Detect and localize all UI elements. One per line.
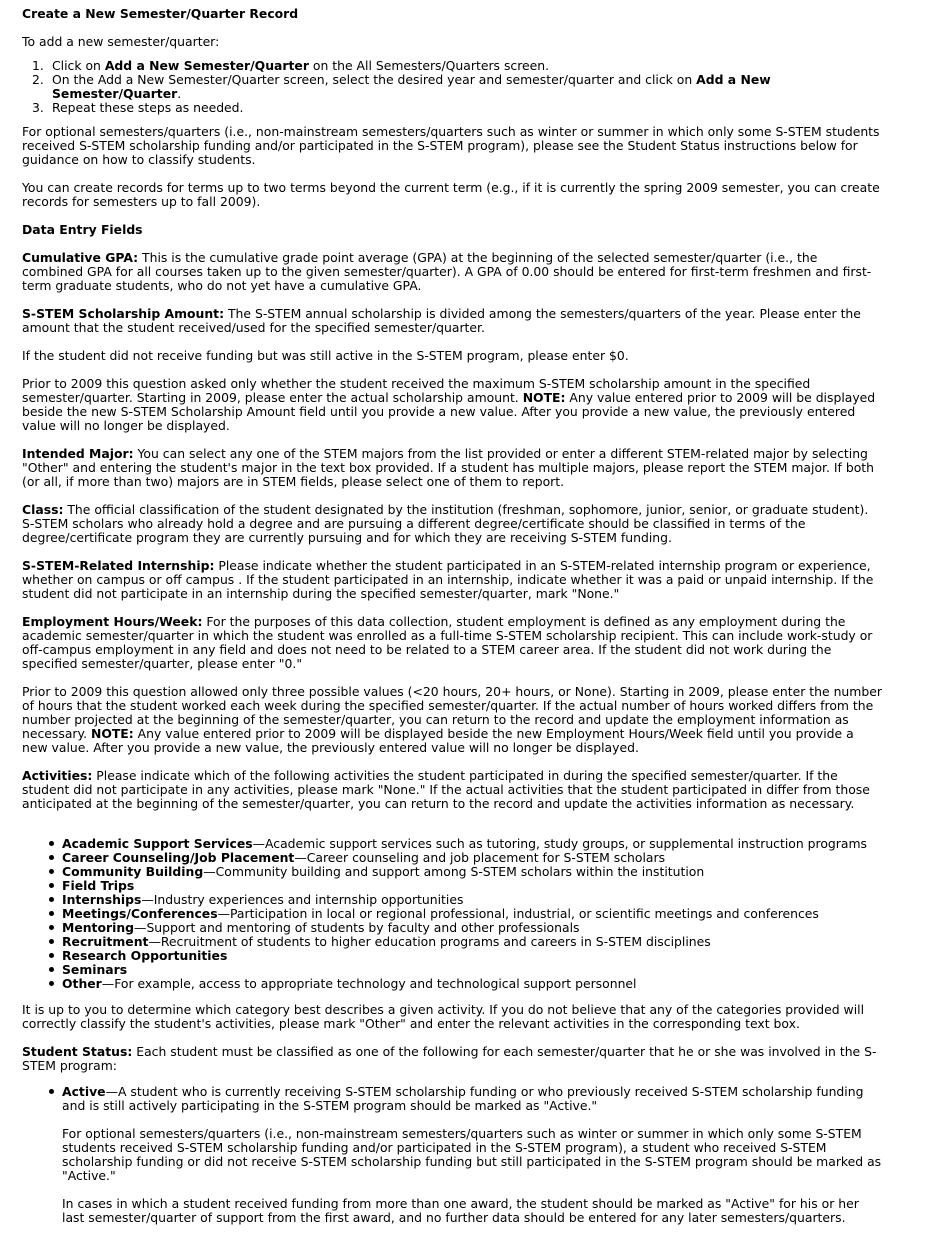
list-item: Meetings/Conferences—Participation in local or regional professional, industrial, or scientific meetings and conferences xyxy=(62,906,819,921)
field-label: Employment Hours/Week: xyxy=(22,614,203,629)
step-emphasis: Add a New Semester/Quarter xyxy=(104,58,309,73)
bullet-icon xyxy=(48,907,56,915)
status-active-optional-note: For optional semesters/quarters (i.e., non-mainstream semesters/quarters such as winter or summer in which only some S-STEM students received S-STEM scholarship funding and/or participated in the S-STEM program), a student who received S-STEM scholarship funding or did not receive S-STEM scholarship funding but still participated in the S-STEM program should be marked as "Active." xyxy=(62,1126,882,1183)
terms-note: You can create records for terms up to two terms beyond the current term (e.g., if it is currently the spring 2009 semester, you can create records for semesters up to fall 2009). xyxy=(22,180,880,209)
item-name: Community Building xyxy=(62,864,204,879)
bullet-icon xyxy=(48,879,56,887)
intro-text: To add a new semester/quarter: xyxy=(22,34,220,49)
item-name: Research Opportunities xyxy=(62,948,228,963)
field-scholarship-amount: S-STEM Scholarship Amount: The S-STEM annual scholarship is divided among the semesters/quarters of the year. Please enter the amount that the student received/used for the specified semester/quarter. xyxy=(22,306,861,335)
field-label: Student Status: xyxy=(22,1044,133,1059)
page-title: Create a New Semester/Quarter Record xyxy=(22,6,299,21)
list-item: Other—For example, access to appropriate technology and technological support personnel xyxy=(62,976,637,991)
field-label: Intended Major: xyxy=(22,446,134,461)
status-active-item: Active—A student who is currently receiving S-STEM scholarship funding or who previously received S-STEM scholarship funding and is still actively participating in the S-STEM program should be marked as "Active." xyxy=(62,1084,864,1113)
list-item xyxy=(62,949,882,963)
scholarship-zero-note: If the student did not receive funding but was still active in the S-STEM program, please enter $0. xyxy=(22,348,629,363)
bullet-icon xyxy=(48,837,56,845)
field-gpa: Cumulative GPA: This is the cumulative grade point average (GPA) at the beginning of the selected semester/quarter (i.e., the combined GPA for all courses taken up to the given semester/quarter). A GPA of 0.00 should be entered for first-term freshmen and first-term graduate students, who do not yet have a cumulative GPA. xyxy=(22,250,872,293)
field-intended-major: Intended Major: You can select any one of the STEM majors from the list provided or enter a different STEM-related major by selecting "Other" and entering the student's major in the text box provided. If a student has multiple majors, please report the STEM major. If both (or all, if more than two) majors are in STEM fields, please select one of them to report. xyxy=(22,446,874,489)
field-label: Class: xyxy=(22,502,64,517)
field-activities: Activities: Please indicate which of the following activities the student participated in during the specified semester/quarter. If the student did not participate in any activities, please mark "None." If the actual activities that the student participated in differ from those anticipated at the beginning of the semester/quarter, you can return to the record and update the activities information as necessary. xyxy=(22,768,870,811)
status-active-multi-award-note: In cases in which a student received funding from more than one award, the student should be marked as "Active" for his or her last semester/quarter of support from the first award, and no further data should be entered for any later semesters/quarters. xyxy=(62,1196,859,1225)
bullet-icon xyxy=(48,921,56,929)
activities-closing-note: It is up to you to determine which category best describes a given activity. If you do not believe that any of the categories provided will correctly classify the student's activities, please mark "Other" and enter the relevant activities in the corresponding text box. xyxy=(22,1002,865,1031)
field-label: S-STEM Scholarship Amount: xyxy=(22,306,225,321)
list-item: Recruitment—Recruitment of students to higher education programs and careers in S-STEM disciplines xyxy=(62,934,711,949)
field-label: Cumulative GPA: xyxy=(22,250,139,265)
step-item: Repeat these steps as needed. xyxy=(52,100,244,115)
item-name: Active xyxy=(62,1084,106,1099)
field-employment: Employment Hours/Week: For the purposes of this data collection, student employment is defined as any employment during the academic semester/quarter in which the student was enrolled as a full-time S-STEM scholarship recipient. This can include work-study or off-campus employment in any field and does not need to be related to a STEM career area. If the student did not work during the specified semester/quarter, please enter "0." xyxy=(22,614,873,671)
note-label: NOTE: xyxy=(90,726,134,741)
step-item: On the Add a New Semester/Quarter screen, select the desired year and semester/quarter and click on Add a New Semester/Quarter. xyxy=(52,72,771,101)
field-internship: S-STEM-Related Internship: Please indicate whether the student participated in an S-STEM-related internship program or experience, whether on campus or off campus . If the student participated in an internship, indicate whether it was a paid or unpaid internship. If the student did not participate in an internship during the specified semester/quarter, mark "None." xyxy=(22,558,874,601)
step-item: Click on Add a New Semester/Quarter on the All Semesters/Quarters screen. xyxy=(52,58,550,73)
item-name: Academic Support Services xyxy=(62,836,253,851)
item-name: Internships xyxy=(62,892,142,907)
item-name: Mentoring xyxy=(62,920,135,935)
field-label: Activities: xyxy=(22,768,93,783)
section-heading: Data Entry Fields xyxy=(22,222,143,237)
list-item xyxy=(62,963,882,977)
optional-note: For optional semesters/quarters (i.e., non-mainstream semesters/quarters such as winter or summer in which only some S-STEM students received S-STEM scholarship funding and/or participated in the S-STEM program), please see the Student Status instructions below for guidance on how to classify students. xyxy=(22,124,880,167)
bullet-icon xyxy=(48,935,56,943)
bullet-icon xyxy=(48,977,56,985)
item-name: Career Counseling/Job Placement xyxy=(62,850,295,865)
list-item: Community Building—Community building and support among S-STEM scholars within the institution xyxy=(62,864,705,879)
item-name: Field Trips xyxy=(62,878,135,893)
bullet-icon xyxy=(48,865,56,873)
bullet-icon xyxy=(48,1085,56,1093)
bullet-icon xyxy=(48,851,56,859)
list-item: Internships—Industry experiences and internship opportunities xyxy=(62,892,464,907)
item-name: Other xyxy=(62,976,102,991)
field-class: Class: The official classification of the student designated by the institution (freshman, sophomore, junior, senior, or graduate student). S-STEM scholars who already hold a degree and are pursuing a different degree/certificate should be classified in terms of the degree/certificate program they are currently pursuing and for which they are receiving S-STEM funding. xyxy=(22,502,869,545)
item-name: Recruitment xyxy=(62,934,149,949)
list-item: Career Counseling/Job Placement—Career counseling and job placement for S-STEM scholars xyxy=(62,850,666,865)
field-label: S-STEM-Related Internship: xyxy=(22,558,215,573)
step-number: 1. xyxy=(32,58,44,73)
note-label: NOTE: xyxy=(522,390,566,405)
item-name: Meetings/Conferences xyxy=(62,906,218,921)
list-item xyxy=(62,879,882,893)
step-emphasis: Add a New Semester/Quarter xyxy=(52,72,771,101)
step-number: 2. xyxy=(32,72,44,87)
list-item: Mentoring—Support and mentoring of students by faculty and other professionals xyxy=(62,920,580,935)
bullet-icon xyxy=(48,893,56,901)
field-student-status: Student Status: Each student must be classified as one of the following for each semester/quarter that he or she was involved in the S-STEM program: xyxy=(22,1044,877,1073)
scholarship-prior-note: Prior to 2009 this question asked only whether the student received the maximum S-STEM scholarship amount in the specified semester/quarter. Starting in 2009, please enter the actual scholarship amount. NOTE: Any value entered prior to 2009 will be displayed beside the new S-STEM Scholarship Amount field until you provide a new value. After you provide a new value, the previously entered value will no longer be displayed. xyxy=(22,376,876,433)
bullet-icon xyxy=(48,963,56,971)
list-item: Academic Support Services—Academic support services such as tutoring, study groups, or supplemental instruction programs xyxy=(62,836,868,851)
step-number: 3. xyxy=(32,100,44,115)
item-name: Seminars xyxy=(62,962,128,977)
bullet-icon xyxy=(48,949,56,957)
employment-prior-note: Prior to 2009 this question allowed only three possible values (<20 hours, 20+ hours, or None). Starting in 2009, please enter the number of hours that the student worked each week during the specified semester/quarter. If the actual number of hours worked differs from the number projected at the beginning of the semester/quarter, you can return to the record and update the employment information as necessary. NOTE: Any value entered prior to 2009 will be displayed beside the new Employment Hours/Week field until you provide a new value. After you provide a new value, the previously entered value will no longer be displayed. xyxy=(22,684,882,755)
